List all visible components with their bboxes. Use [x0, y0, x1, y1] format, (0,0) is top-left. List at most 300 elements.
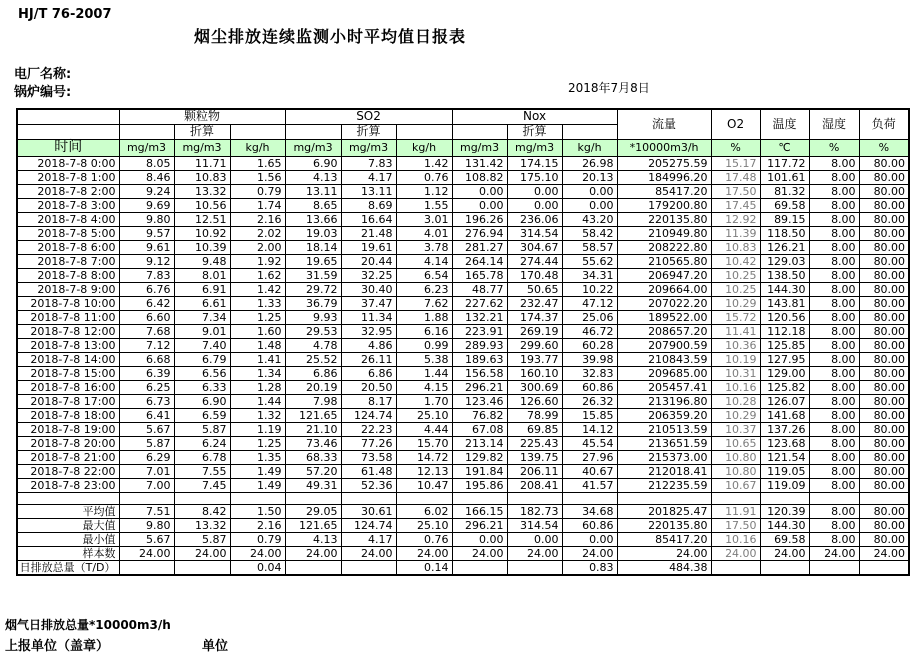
summary-value-cell [341, 560, 396, 575]
value-cell: 89.15 [760, 212, 809, 226]
value-cell: 17.48 [711, 170, 760, 184]
value-cell: 299.60 [507, 338, 562, 352]
empty-cell [859, 492, 909, 504]
summary-label: 样本数 [17, 546, 119, 560]
value-cell: 7.83 [341, 156, 396, 170]
value-cell: 80.00 [859, 408, 909, 422]
value-cell: 174.15 [507, 156, 562, 170]
value-cell: 0.99 [396, 338, 452, 352]
col-o2: O2 [711, 109, 760, 139]
summary-value-cell: 182.73 [507, 504, 562, 518]
pm-converted-label: 折算 [174, 124, 230, 139]
value-cell: 7.00 [119, 478, 174, 492]
empty-cell [396, 124, 452, 139]
value-cell: 189522.00 [617, 310, 711, 324]
summary-value-cell: 0.00 [507, 532, 562, 546]
value-cell: 13.11 [341, 184, 396, 198]
summary-value-cell: 24.00 [617, 546, 711, 560]
value-cell: 7.45 [174, 478, 230, 492]
boiler-number-label: 锅炉编号: [14, 85, 72, 100]
value-cell: 1.92 [230, 254, 285, 268]
value-cell: 46.72 [562, 324, 617, 338]
value-cell: 1.62 [230, 268, 285, 282]
value-cell: 29.53 [285, 324, 341, 338]
value-cell: 6.60 [119, 310, 174, 324]
hourly-data-row [17, 324, 909, 338]
summary-value-cell: 80.00 [859, 532, 909, 546]
summary-value-cell: 296.21 [452, 518, 507, 532]
value-cell: 15.72 [711, 310, 760, 324]
col-group-so2: SO2 [285, 109, 452, 124]
value-cell: 123.68 [760, 436, 809, 450]
value-cell: 121.54 [760, 450, 809, 464]
value-cell: 77.26 [341, 436, 396, 450]
value-cell: 131.42 [452, 156, 507, 170]
value-cell: 1.42 [230, 282, 285, 296]
hourly-data-row [17, 436, 909, 450]
summary-value-cell: 7.51 [119, 504, 174, 518]
value-cell: 80.00 [859, 254, 909, 268]
hourly-data-row [17, 170, 909, 184]
value-cell: 9.80 [119, 212, 174, 226]
value-cell: 5.87 [174, 422, 230, 436]
hourly-data-row [17, 156, 909, 170]
summary-value-cell: 0.79 [230, 532, 285, 546]
standard-code: HJ/T 76-2007 [18, 7, 112, 22]
value-cell: 304.67 [507, 240, 562, 254]
value-cell: 50.65 [507, 282, 562, 296]
summary-label: 最大值 [17, 518, 119, 532]
value-cell: 47.12 [562, 296, 617, 310]
value-cell: 144.30 [760, 282, 809, 296]
value-cell: 8.00 [809, 450, 859, 464]
value-cell: 19.03 [285, 226, 341, 240]
value-cell: 8.00 [809, 366, 859, 380]
value-cell: 52.36 [341, 478, 396, 492]
value-cell: 6.61 [174, 296, 230, 310]
value-cell: 112.18 [760, 324, 809, 338]
value-cell: 30.40 [341, 282, 396, 296]
empty-cell [285, 124, 341, 139]
value-cell: 129.00 [760, 366, 809, 380]
summary-value-cell: 13.32 [174, 518, 230, 532]
unit-cell: % [809, 139, 859, 156]
value-cell: 80.00 [859, 464, 909, 478]
value-cell: 12.51 [174, 212, 230, 226]
value-cell: 80.00 [859, 310, 909, 324]
value-cell: 7.12 [119, 338, 174, 352]
hourly-data-row [17, 184, 909, 198]
summary-value-cell: 144.30 [760, 518, 809, 532]
summary-value-cell [809, 560, 859, 575]
summary-value-cell: 4.17 [341, 532, 396, 546]
hourly-data-row [17, 408, 909, 422]
value-cell: 6.78 [174, 450, 230, 464]
value-cell: 81.32 [760, 184, 809, 198]
value-cell: 8.00 [809, 170, 859, 184]
summary-value-cell: 30.61 [341, 504, 396, 518]
value-cell: 0.76 [396, 170, 452, 184]
value-cell: 141.68 [760, 408, 809, 422]
value-cell: 1.32 [230, 408, 285, 422]
value-cell: 8.17 [341, 394, 396, 408]
value-cell: 80.00 [859, 156, 909, 170]
summary-value-cell: 24.00 [341, 546, 396, 560]
row-time: 2018-7-8 2:00 [17, 184, 119, 198]
value-cell: 49.31 [285, 478, 341, 492]
value-cell: 58.42 [562, 226, 617, 240]
value-cell: 0.00 [452, 184, 507, 198]
value-cell: 129.03 [760, 254, 809, 268]
value-cell: 10.42 [711, 254, 760, 268]
col-flow: 流量 [617, 109, 711, 139]
value-cell: 1.55 [396, 198, 452, 212]
row-time: 2018-7-8 12:00 [17, 324, 119, 338]
summary-value-cell: 5.87 [174, 532, 230, 546]
row-time: 2018-7-8 1:00 [17, 170, 119, 184]
unit-cell: % [859, 139, 909, 156]
hourly-data-row [17, 254, 909, 268]
value-cell: 6.39 [119, 366, 174, 380]
value-cell: 7.34 [174, 310, 230, 324]
hourly-data-row [17, 268, 909, 282]
value-cell: 165.78 [452, 268, 507, 282]
value-cell: 69.85 [507, 422, 562, 436]
value-cell: 6.59 [174, 408, 230, 422]
value-cell: 10.25 [711, 268, 760, 282]
row-time: 2018-7-8 5:00 [17, 226, 119, 240]
value-cell: 13.66 [285, 212, 341, 226]
hourly-data-row [17, 422, 909, 436]
value-cell: 8.00 [809, 296, 859, 310]
summary-value-cell: 121.65 [285, 518, 341, 532]
value-cell: 206.11 [507, 464, 562, 478]
row-time: 2018-7-8 8:00 [17, 268, 119, 282]
unit-label: 单位 [202, 639, 229, 654]
value-cell: 210949.80 [617, 226, 711, 240]
value-cell: 43.20 [562, 212, 617, 226]
value-cell: 1.49 [230, 464, 285, 478]
value-cell: 80.00 [859, 366, 909, 380]
value-cell: 6.41 [119, 408, 174, 422]
summary-value-cell: 2.16 [230, 518, 285, 532]
summary-value-cell: 8.00 [809, 532, 859, 546]
value-cell: 120.56 [760, 310, 809, 324]
value-cell: 8.00 [809, 282, 859, 296]
value-cell: 10.25 [711, 282, 760, 296]
value-cell: 8.00 [809, 436, 859, 450]
value-cell: 209664.00 [617, 282, 711, 296]
report-date: 2018年7月8日 [568, 81, 650, 95]
value-cell: 129.82 [452, 450, 507, 464]
plant-name-label: 电厂名称: [14, 67, 72, 82]
value-cell: 123.46 [452, 394, 507, 408]
value-cell: 10.80 [711, 450, 760, 464]
summary-value-cell: 24.00 [452, 546, 507, 560]
value-cell: 15.70 [396, 436, 452, 450]
value-cell: 7.68 [119, 324, 174, 338]
value-cell: 58.57 [562, 240, 617, 254]
value-cell: 8.00 [809, 226, 859, 240]
value-cell: 191.84 [452, 464, 507, 478]
value-cell: 189.63 [452, 352, 507, 366]
value-cell: 281.27 [452, 240, 507, 254]
summary-value-cell: 10.16 [711, 532, 760, 546]
value-cell: 8.00 [809, 240, 859, 254]
value-cell: 220135.80 [617, 212, 711, 226]
value-cell: 10.47 [396, 478, 452, 492]
value-cell: 3.78 [396, 240, 452, 254]
row-time: 2018-7-8 6:00 [17, 240, 119, 254]
row-time: 2018-7-8 7:00 [17, 254, 119, 268]
unit-cell: ℃ [760, 139, 809, 156]
value-cell: 80.00 [859, 478, 909, 492]
unit-cell: mg/m3 [507, 139, 562, 156]
value-cell: 232.47 [507, 296, 562, 310]
value-cell: 5.87 [119, 436, 174, 450]
value-cell: 45.54 [562, 436, 617, 450]
page-title: 烟尘排放连续监测小时平均值日报表 [193, 27, 466, 46]
value-cell: 7.40 [174, 338, 230, 352]
value-cell: 80.00 [859, 184, 909, 198]
value-cell: 1.56 [230, 170, 285, 184]
value-cell: 85417.20 [617, 184, 711, 198]
value-cell: 195.86 [452, 478, 507, 492]
row-time: 2018-7-8 21:00 [17, 450, 119, 464]
value-cell: 0.00 [562, 198, 617, 212]
summary-value-cell: 0.14 [396, 560, 452, 575]
value-cell: 4.86 [341, 338, 396, 352]
value-cell: 68.33 [285, 450, 341, 464]
row-time: 2018-7-8 9:00 [17, 282, 119, 296]
value-cell: 236.06 [507, 212, 562, 226]
value-cell: 8.00 [809, 338, 859, 352]
value-cell: 7.62 [396, 296, 452, 310]
summary-value-cell [507, 560, 562, 575]
col-load: 负荷 [859, 109, 909, 139]
summary-value-cell: 24.00 [396, 546, 452, 560]
summary-value-cell: 24.00 [711, 546, 760, 560]
value-cell: 8.00 [809, 324, 859, 338]
unit-cell: mg/m3 [452, 139, 507, 156]
value-cell: 67.08 [452, 422, 507, 436]
unit-cell: mg/m3 [174, 139, 230, 156]
value-cell: 132.21 [452, 310, 507, 324]
summary-value-cell: 201825.47 [617, 504, 711, 518]
summary-value-cell: 24.00 [174, 546, 230, 560]
value-cell: 32.83 [562, 366, 617, 380]
value-cell: 0.00 [452, 198, 507, 212]
value-cell: 55.62 [562, 254, 617, 268]
summary-value-cell: 60.86 [562, 518, 617, 532]
value-cell: 10.37 [711, 422, 760, 436]
value-cell: 205457.41 [617, 380, 711, 394]
value-cell: 20.44 [341, 254, 396, 268]
unit-cell: mg/m3 [119, 139, 174, 156]
col-temperature: 温度 [760, 109, 809, 139]
value-cell: 6.33 [174, 380, 230, 394]
value-cell: 22.23 [341, 422, 396, 436]
row-time: 2018-7-8 22:00 [17, 464, 119, 478]
value-cell: 4.13 [285, 170, 341, 184]
value-cell: 9.57 [119, 226, 174, 240]
value-cell: 0.00 [507, 184, 562, 198]
value-cell: 1.48 [230, 338, 285, 352]
summary-value-cell: 6.02 [396, 504, 452, 518]
value-cell: 8.00 [809, 464, 859, 478]
empty-cell [230, 492, 285, 504]
emission-report-table [16, 108, 910, 576]
value-cell: 1.42 [396, 156, 452, 170]
summary-value-cell: 69.58 [760, 532, 809, 546]
value-cell: 6.79 [174, 352, 230, 366]
value-cell: 11.39 [711, 226, 760, 240]
value-cell: 80.00 [859, 226, 909, 240]
empty-cell [285, 492, 341, 504]
summary-value-cell: 124.74 [341, 518, 396, 532]
summary-value-cell: 4.13 [285, 532, 341, 546]
value-cell: 80.00 [859, 240, 909, 254]
value-cell: 29.72 [285, 282, 341, 296]
value-cell: 14.72 [396, 450, 452, 464]
empty-cell [119, 492, 174, 504]
empty-cell [507, 492, 562, 504]
value-cell: 264.14 [452, 254, 507, 268]
value-cell: 300.69 [507, 380, 562, 394]
value-cell: 206359.20 [617, 408, 711, 422]
value-cell: 69.58 [760, 198, 809, 212]
summary-value-cell: 24.00 [285, 546, 341, 560]
value-cell: 25.52 [285, 352, 341, 366]
value-cell: 1.28 [230, 380, 285, 394]
row-time: 2018-7-8 16:00 [17, 380, 119, 394]
value-cell: 125.82 [760, 380, 809, 394]
value-cell: 60.28 [562, 338, 617, 352]
hourly-data-row [17, 366, 909, 380]
summary-value-cell: 166.15 [452, 504, 507, 518]
row-time: 2018-7-8 4:00 [17, 212, 119, 226]
value-cell: 10.65 [711, 436, 760, 450]
col-group-nox: Nox [452, 109, 617, 124]
daily-total-label [17, 560, 119, 575]
row-time: 2018-7-8 14:00 [17, 352, 119, 366]
value-cell: 15.85 [562, 408, 617, 422]
value-cell: 10.83 [711, 240, 760, 254]
summary-value-cell: 24.00 [809, 546, 859, 560]
unit-cell: % [711, 139, 760, 156]
value-cell: 208.41 [507, 478, 562, 492]
summary-value-cell: 220135.80 [617, 518, 711, 532]
value-cell: 8.00 [809, 156, 859, 170]
value-cell: 80.00 [859, 394, 909, 408]
summary-row [17, 546, 909, 560]
empty-cell [174, 492, 230, 504]
value-cell: 1.33 [230, 296, 285, 310]
value-cell: 4.17 [341, 170, 396, 184]
value-cell: 41.57 [562, 478, 617, 492]
empty-cell [562, 492, 617, 504]
value-cell: 16.64 [341, 212, 396, 226]
unit-cell: kg/h [396, 139, 452, 156]
spacer-row [17, 492, 909, 504]
value-cell: 78.99 [507, 408, 562, 422]
value-cell: 6.68 [119, 352, 174, 366]
row-time: 2018-7-8 17:00 [17, 394, 119, 408]
value-cell: 227.62 [452, 296, 507, 310]
unit-cell: *10000m3/h [617, 139, 711, 156]
value-cell: 9.61 [119, 240, 174, 254]
empty-cell [230, 124, 285, 139]
units-row [17, 139, 909, 156]
value-cell: 8.00 [809, 408, 859, 422]
value-cell: 6.86 [341, 366, 396, 380]
value-cell: 3.01 [396, 212, 452, 226]
value-cell: 193.77 [507, 352, 562, 366]
value-cell: 76.82 [452, 408, 507, 422]
so2-converted-label: 折算 [341, 124, 396, 139]
value-cell: 170.48 [507, 268, 562, 282]
value-cell: 80.00 [859, 170, 909, 184]
value-cell: 6.90 [174, 394, 230, 408]
value-cell: 119.05 [760, 464, 809, 478]
value-cell: 9.24 [119, 184, 174, 198]
value-cell: 20.50 [341, 380, 396, 394]
value-cell: 80.00 [859, 198, 909, 212]
summary-value-cell: 120.39 [760, 504, 809, 518]
value-cell: 80.00 [859, 380, 909, 394]
value-cell: 1.44 [230, 394, 285, 408]
value-cell: 213.14 [452, 436, 507, 450]
value-cell: 1.44 [396, 366, 452, 380]
summary-label: 平均值 [17, 504, 119, 518]
value-cell: 215373.00 [617, 450, 711, 464]
value-cell: 80.00 [859, 324, 909, 338]
value-cell: 1.34 [230, 366, 285, 380]
value-cell: 6.90 [285, 156, 341, 170]
value-cell: 210843.59 [617, 352, 711, 366]
hourly-data-row [17, 282, 909, 296]
value-cell: 19.65 [285, 254, 341, 268]
empty-cell [341, 492, 396, 504]
summary-value-cell: 0.00 [562, 532, 617, 546]
unit-cell: mg/m3 [341, 139, 396, 156]
value-cell: 314.54 [507, 226, 562, 240]
value-cell: 8.00 [809, 268, 859, 282]
value-cell: 127.95 [760, 352, 809, 366]
value-cell: 4.15 [396, 380, 452, 394]
value-cell: 208222.80 [617, 240, 711, 254]
value-cell: 225.43 [507, 436, 562, 450]
value-cell: 26.98 [562, 156, 617, 170]
value-cell: 5.38 [396, 352, 452, 366]
summary-value-cell [452, 560, 507, 575]
summary-value-cell: 29.05 [285, 504, 341, 518]
hourly-data-row [17, 240, 909, 254]
value-cell: 8.01 [174, 268, 230, 282]
value-cell: 269.19 [507, 324, 562, 338]
hourly-data-row [17, 478, 909, 492]
value-cell: 21.48 [341, 226, 396, 240]
value-cell: 10.36 [711, 338, 760, 352]
empty-cell [809, 492, 859, 504]
value-cell: 17.45 [711, 198, 760, 212]
value-cell: 1.49 [230, 478, 285, 492]
value-cell: 0.00 [562, 184, 617, 198]
summary-value-cell: 8.00 [809, 518, 859, 532]
value-cell: 1.60 [230, 324, 285, 338]
value-cell: 210513.59 [617, 422, 711, 436]
summary-value-cell: 85417.20 [617, 532, 711, 546]
